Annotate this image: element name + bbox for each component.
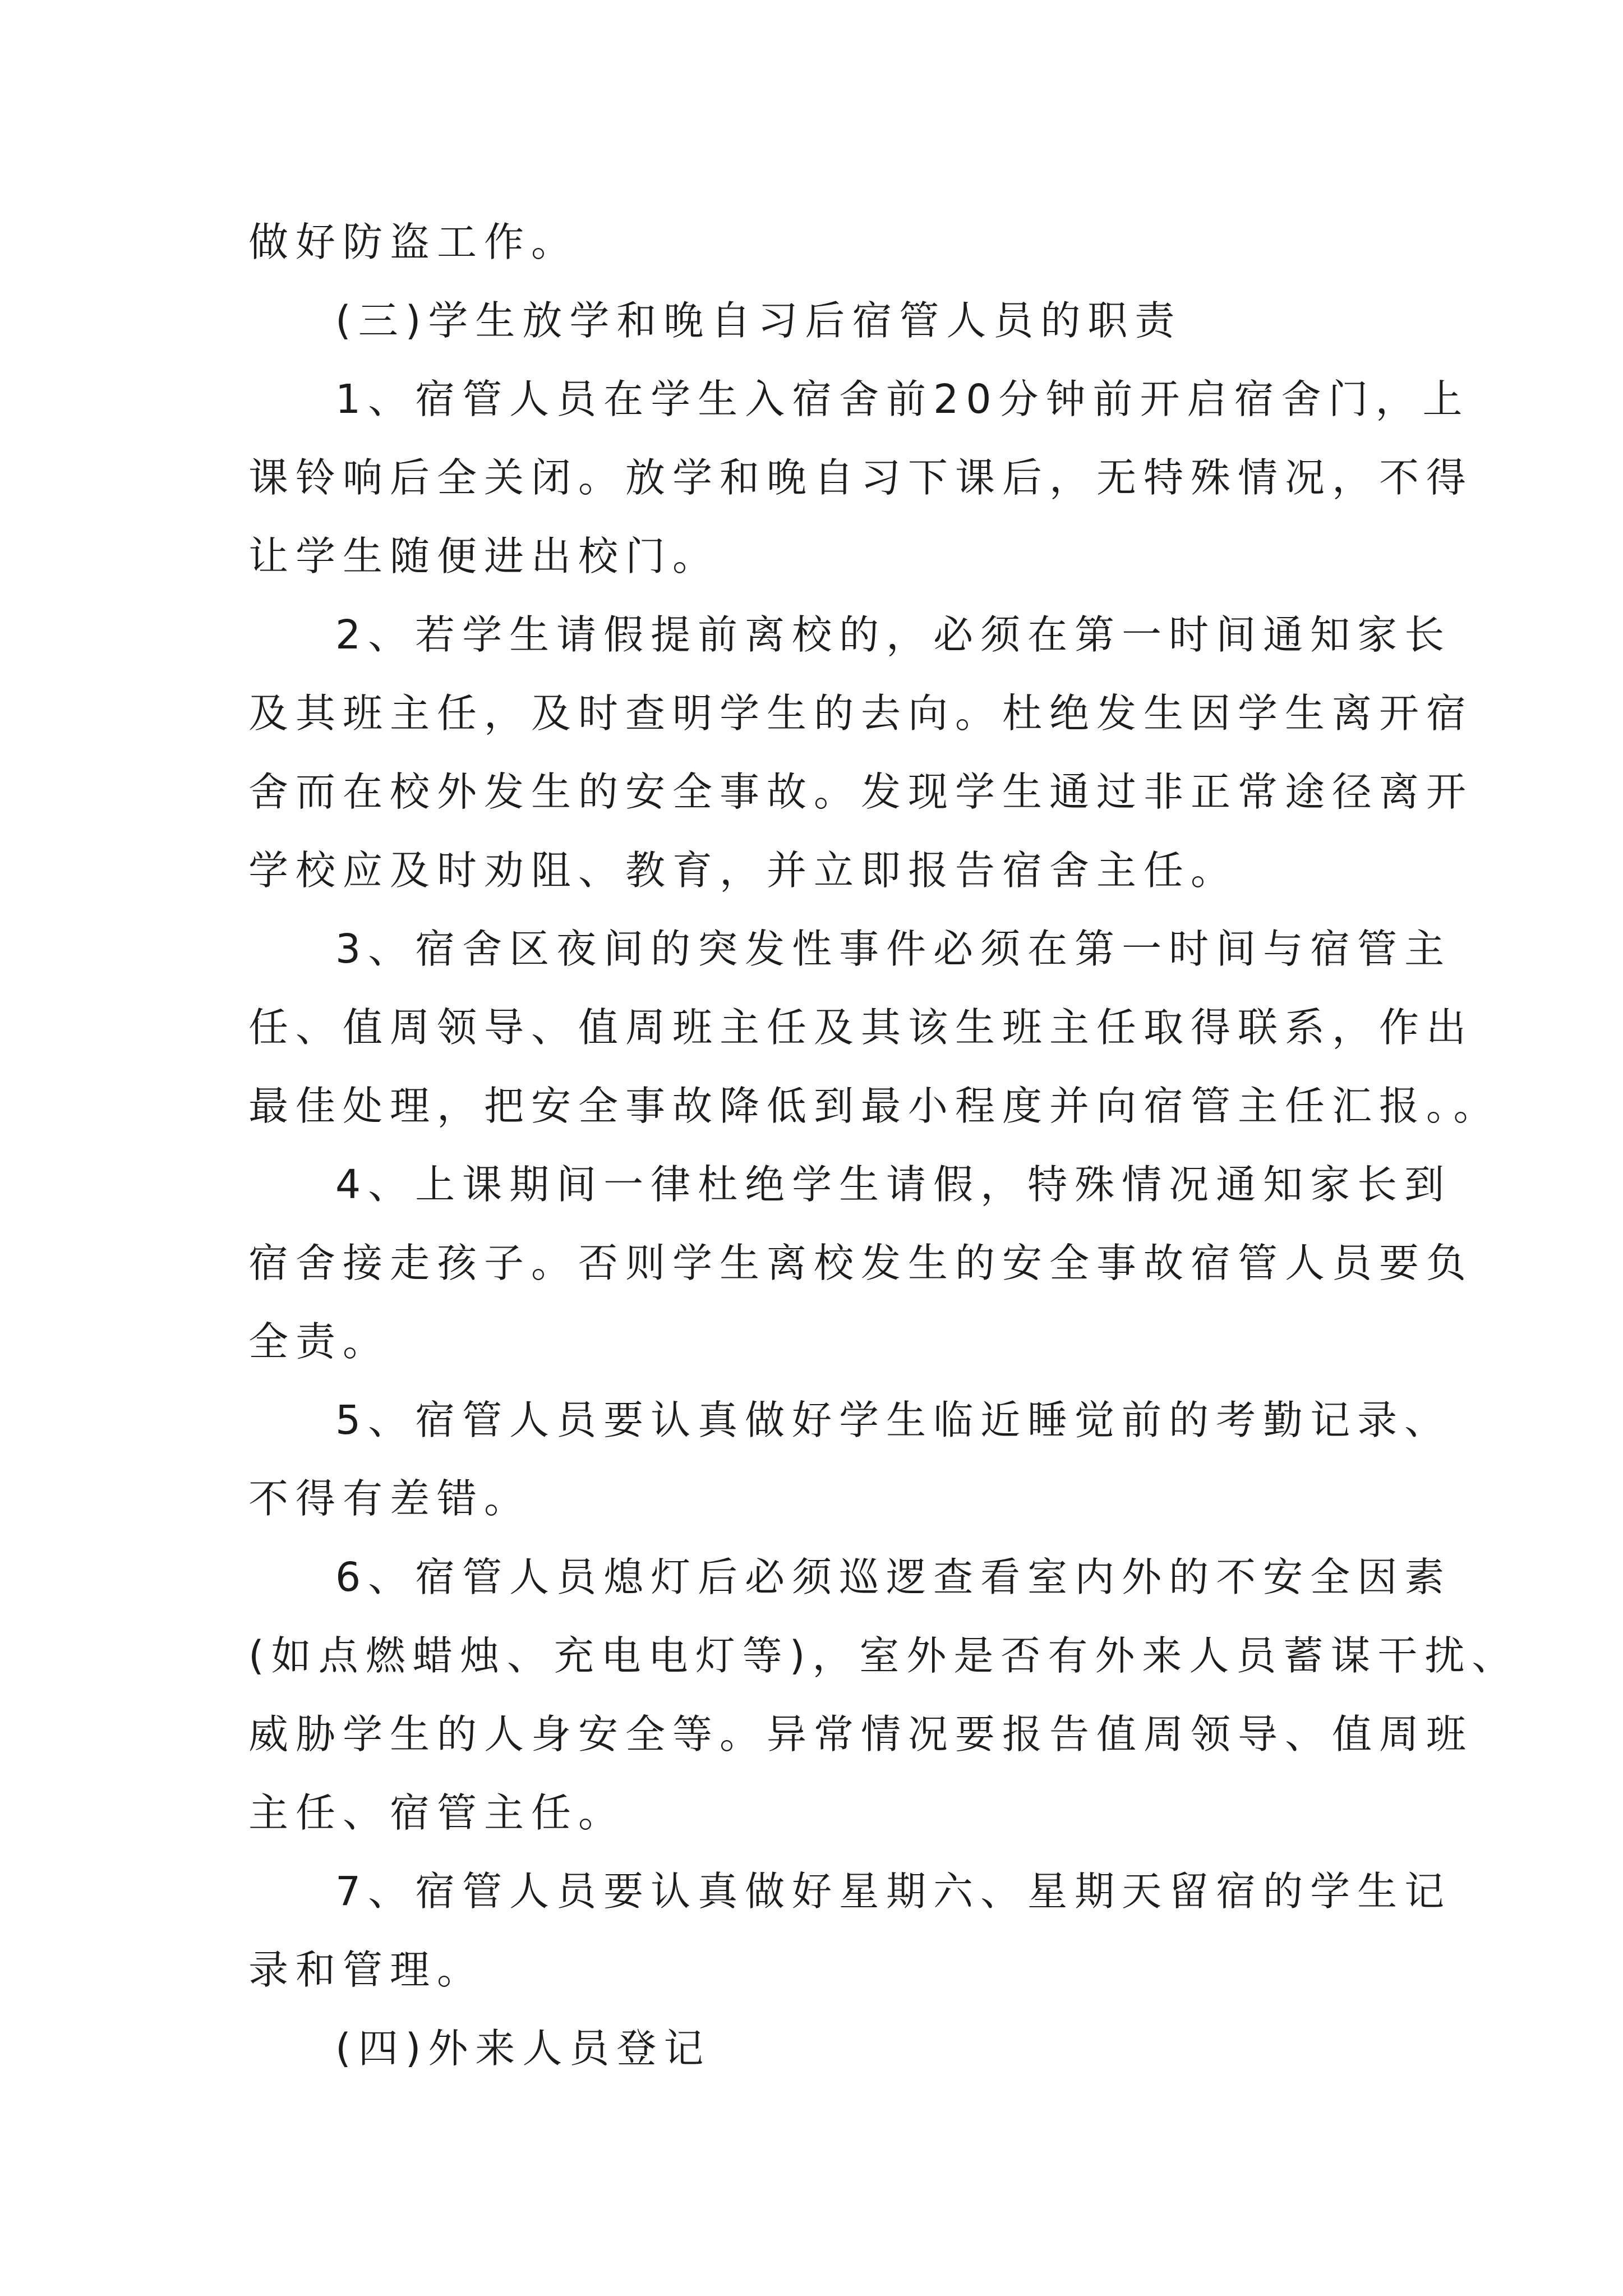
text-line: (如点燃蜡烛、充电电灯等)，室外是否有外来人员蓄谋干扰、 bbox=[248, 1632, 1519, 1679]
text-line: 及其班主任，及时查明学生的去向。杜绝发生因学生离开宿 bbox=[248, 690, 1474, 737]
text-line: 课铃响后全关闭。放学和晚自习下课后，无特殊情况，不得 bbox=[248, 454, 1474, 501]
text-line: 主任、宿管主任。 bbox=[248, 1789, 626, 1836]
text-line: 学校应及时劝阻、教育，并立即报告宿舍主任。 bbox=[248, 847, 1238, 894]
text-line: 6、宿管人员熄灯后必须巡逻查看室内外的不安全因素 bbox=[335, 1554, 1452, 1600]
text-line: 任、值周领导、值周班主任及其该生班主任取得联系，作出 bbox=[248, 1004, 1474, 1051]
text-line: 录和管理。 bbox=[248, 1947, 485, 1993]
text-line: 2、若学生请假提前离校的，必须在第一时间通知家长 bbox=[335, 611, 1452, 658]
text-line: 3、宿舍区夜间的突发性事件必须在第一时间与宿管主 bbox=[335, 926, 1452, 972]
text-line: 全责。 bbox=[248, 1318, 390, 1365]
text-line: 威胁学生的人身安全等。异常情况要报告值周领导、值周班 bbox=[248, 1711, 1474, 1757]
text-line: 7、宿管人员要认真做好星期六、星期天留宿的学生记 bbox=[335, 1868, 1452, 1915]
section-heading: (四)外来人员登记 bbox=[335, 2025, 711, 2072]
section-heading: (三)学生放学和晚自习后宿管人员的职责 bbox=[335, 297, 1182, 344]
text-line: 舍而在校外发生的安全事故。发现学生通过非正常途径离开 bbox=[248, 769, 1474, 815]
text-line: 最佳处理，把安全事故降低到最小程度并向宿管主任汇报。。 bbox=[248, 1083, 1501, 1129]
text-line: 做好防盗工作。 bbox=[248, 219, 579, 265]
text-line: 5、宿管人员要认真做好学生临近睡觉前的考勤记录、 bbox=[335, 1397, 1452, 1443]
text-line: 不得有差错。 bbox=[248, 1475, 532, 1522]
text-line: 4、上课期间一律杜绝学生请假，特殊情况通知家长到 bbox=[335, 1161, 1452, 1208]
text-line: 1、宿管人员在学生入宿舍前20分钟前开启宿舍门，上 bbox=[335, 376, 1470, 422]
text-line: 让学生随便进出校门。 bbox=[248, 533, 720, 579]
text-line: 宿舍接走孩子。否则学生离校发生的安全事故宿管人员要负 bbox=[248, 1240, 1474, 1286]
